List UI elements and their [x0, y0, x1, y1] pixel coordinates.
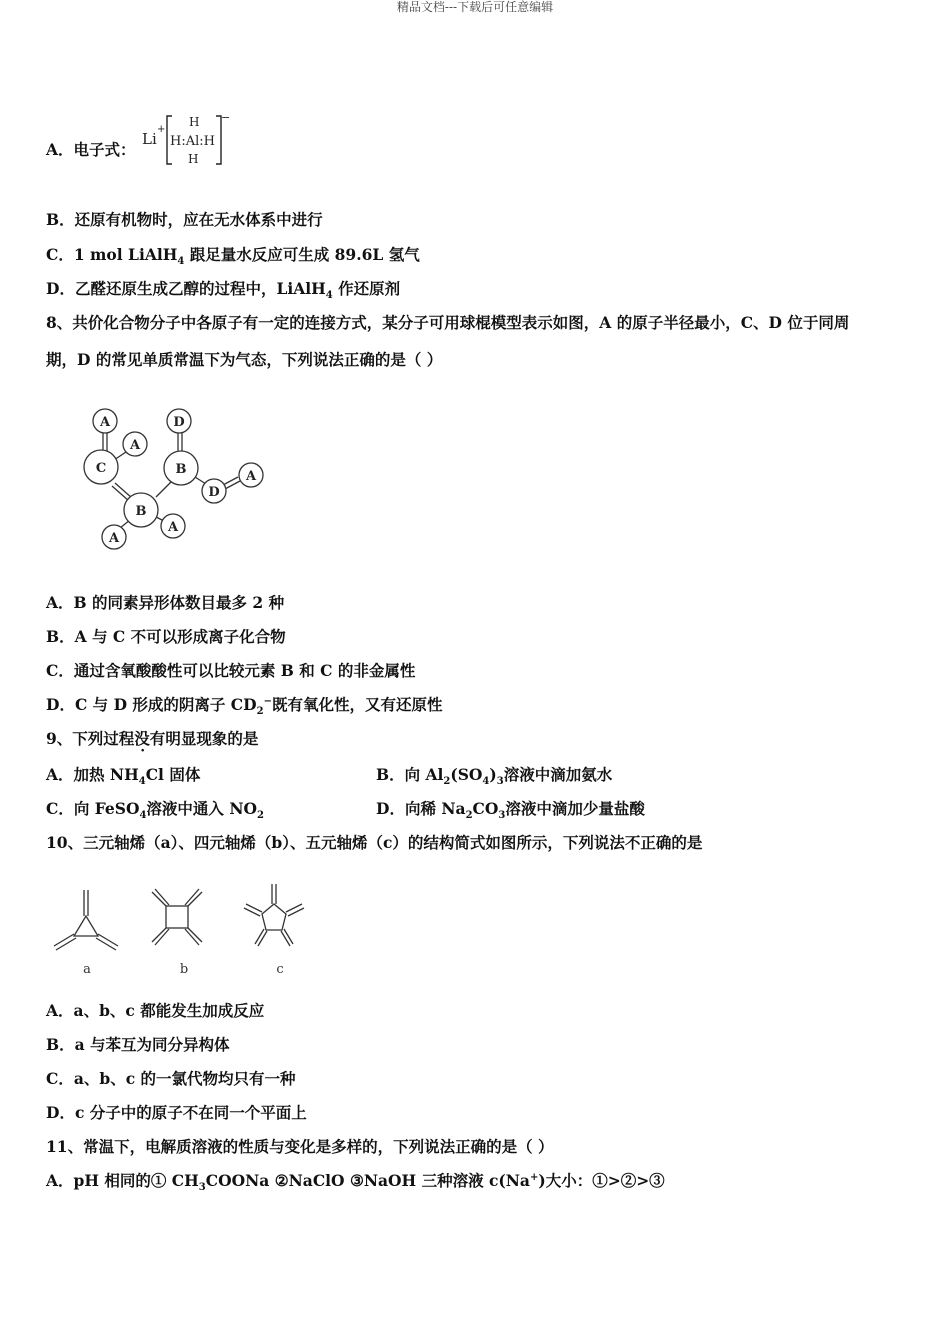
structure-label-c: c — [276, 962, 284, 977]
q7-d-sub: 4 — [325, 290, 333, 302]
q8-option-b: B．A 与 C 不可以形成离子化合物 — [46, 627, 286, 646]
q9-b-sub1: 2 — [443, 776, 451, 788]
lialh4-electron-formula — [140, 108, 240, 170]
q7-c-pre: C．1 mol LiAlH — [46, 245, 178, 264]
q9-a-post: Cl 固体 — [145, 765, 201, 784]
q11-stem: 11、常温下，电解质溶液的性质与变化是多样的，下列说法正确的是（ ） — [46, 1137, 554, 1156]
q7-d-post: 作还原剂 — [332, 279, 401, 298]
q7-c-post: 跟足量水反应可生成 89.6L 氢气 — [184, 245, 420, 264]
q10-option-a: A．a、b、c 都能发生加成反应 — [46, 1001, 265, 1020]
q9-c-pre: C．向 FeSO — [46, 799, 140, 818]
atom-label: B — [135, 504, 147, 519]
atom-label: A — [99, 415, 111, 430]
structure-label-b: b — [179, 962, 189, 977]
q10-option-b: B．a 与苯互为同分异构体 — [46, 1035, 230, 1054]
q9-c-sub2: 2 — [257, 810, 264, 822]
q9-d-sub2: 3 — [498, 810, 506, 822]
q9-stem-post: 明显现象的是 — [165, 729, 259, 748]
q7-option-d — [46, 279, 401, 302]
q9-d-pre: D．向稀 Na — [376, 799, 466, 818]
q7-option-c — [46, 245, 420, 268]
formula-anion-charge: − — [221, 111, 231, 124]
q9-option-b — [376, 765, 613, 788]
q9-d-mid: CO — [472, 799, 499, 818]
structure-label-a: a — [83, 962, 91, 977]
ball-stick-model-figure — [78, 400, 273, 555]
atom-label: D — [208, 485, 220, 500]
q9-c-mid: 溶液中通入 NO — [146, 799, 257, 818]
q11-option-a — [46, 1171, 665, 1194]
q10-stem: 10、三元轴烯（a）、四元轴烯（b）、五元轴烯（c）的结构简式如图所示，下列说法不正确的是 — [46, 833, 703, 852]
q9-option-d — [376, 799, 645, 822]
q9-b-sub3: 3 — [496, 776, 504, 788]
q11-a-sub1: 3 — [198, 1182, 206, 1194]
q8-d-sup: − — [263, 695, 272, 707]
atom-label: A — [167, 520, 179, 535]
q9-stem — [46, 729, 258, 749]
q7-option-b: B．还原有机物时，应在无水体系中进行 — [46, 210, 323, 229]
q9-b-mid: (SO — [450, 765, 483, 784]
q9-a-pre: A．加热 NH — [46, 765, 139, 784]
q9-a-sub: 4 — [138, 776, 146, 788]
q9-b-sub2: 4 — [482, 776, 490, 788]
structure-b — [152, 889, 202, 945]
q8-d-post: 既有氧化性，又有还原性 — [271, 695, 443, 714]
q7-option-a — [46, 140, 136, 160]
q8-d-sub: 2 — [256, 706, 264, 718]
axialene-structures-figure — [48, 878, 318, 978]
q8-stem-line2: 期，D 的常见单质常温下为气态，下列说法正确的是（ ） — [46, 350, 443, 369]
formula-bottom-h: H — [188, 152, 199, 166]
formula-li-charge: + — [157, 124, 166, 135]
q9-d-post: 溶液中滴加少量盐酸 — [505, 799, 645, 818]
q9-c-sub1: 4 — [139, 810, 147, 822]
structure-c — [244, 884, 304, 946]
q9-b-mid2: ) — [489, 765, 497, 784]
q9-d-sub1: 2 — [465, 810, 473, 822]
q9-stem-pre: 9、下列过程 — [46, 729, 135, 748]
q9-option-a — [46, 765, 201, 788]
q9-b-post: 溶液中滴加氨水 — [503, 765, 613, 784]
atom-label: A — [245, 469, 257, 484]
q9-stem-emphasis: 没有 — [134, 729, 166, 748]
structure-a — [54, 890, 118, 950]
q7-option-a-label: A．电子式： — [46, 140, 136, 159]
q11-a-mid: COONa ②NaClO ③NaOH 三种溶液 c(Na — [205, 1171, 530, 1190]
q9-option-c — [46, 799, 264, 822]
q11-a-post: )大小：①>②>③ — [538, 1171, 665, 1190]
q8-option-c: C．通过含氧酸酸性可以比较元素 B 和 C 的非金属性 — [46, 661, 416, 680]
q10-option-c: C．a、b、c 的一氯代物均只有一种 — [46, 1069, 296, 1088]
q7-c-sub: 4 — [177, 256, 185, 268]
atom-label: B — [175, 462, 187, 477]
atom-label: D — [173, 415, 185, 430]
q8-stem-line1: 8、共价化合物分子中各原子有一定的连接方式，某分子可用球棍模型表示如图，A 的原子半径最小，C、D 位于同周 — [46, 313, 850, 332]
formula-center: H:Al:H — [170, 134, 215, 149]
q11-a-pre: A．pH 相同的① CH — [46, 1171, 199, 1190]
q8-d-pre: D．C 与 D 形成的阴离子 CD — [46, 695, 257, 714]
q8-option-d — [46, 695, 443, 718]
q11-a-sup: + — [529, 1171, 539, 1183]
formula-top-h: H — [189, 115, 200, 129]
q9-b-pre: B．向 Al — [376, 765, 444, 784]
formula-li: Li — [142, 130, 157, 148]
atom-label: A — [108, 531, 120, 546]
q10-option-d: D．c 分子中的原子不在同一个平面上 — [46, 1103, 307, 1122]
q7-d-pre: D．乙醛还原生成乙醇的过程中，LiAlH — [46, 279, 326, 298]
q8-option-a: A．B 的同素异形体数目最多 2 种 — [46, 593, 285, 612]
atom-label: C — [95, 461, 107, 476]
page-header: 精品文档---下载后可任意编辑 — [396, 0, 554, 14]
atom-label: A — [129, 438, 141, 453]
